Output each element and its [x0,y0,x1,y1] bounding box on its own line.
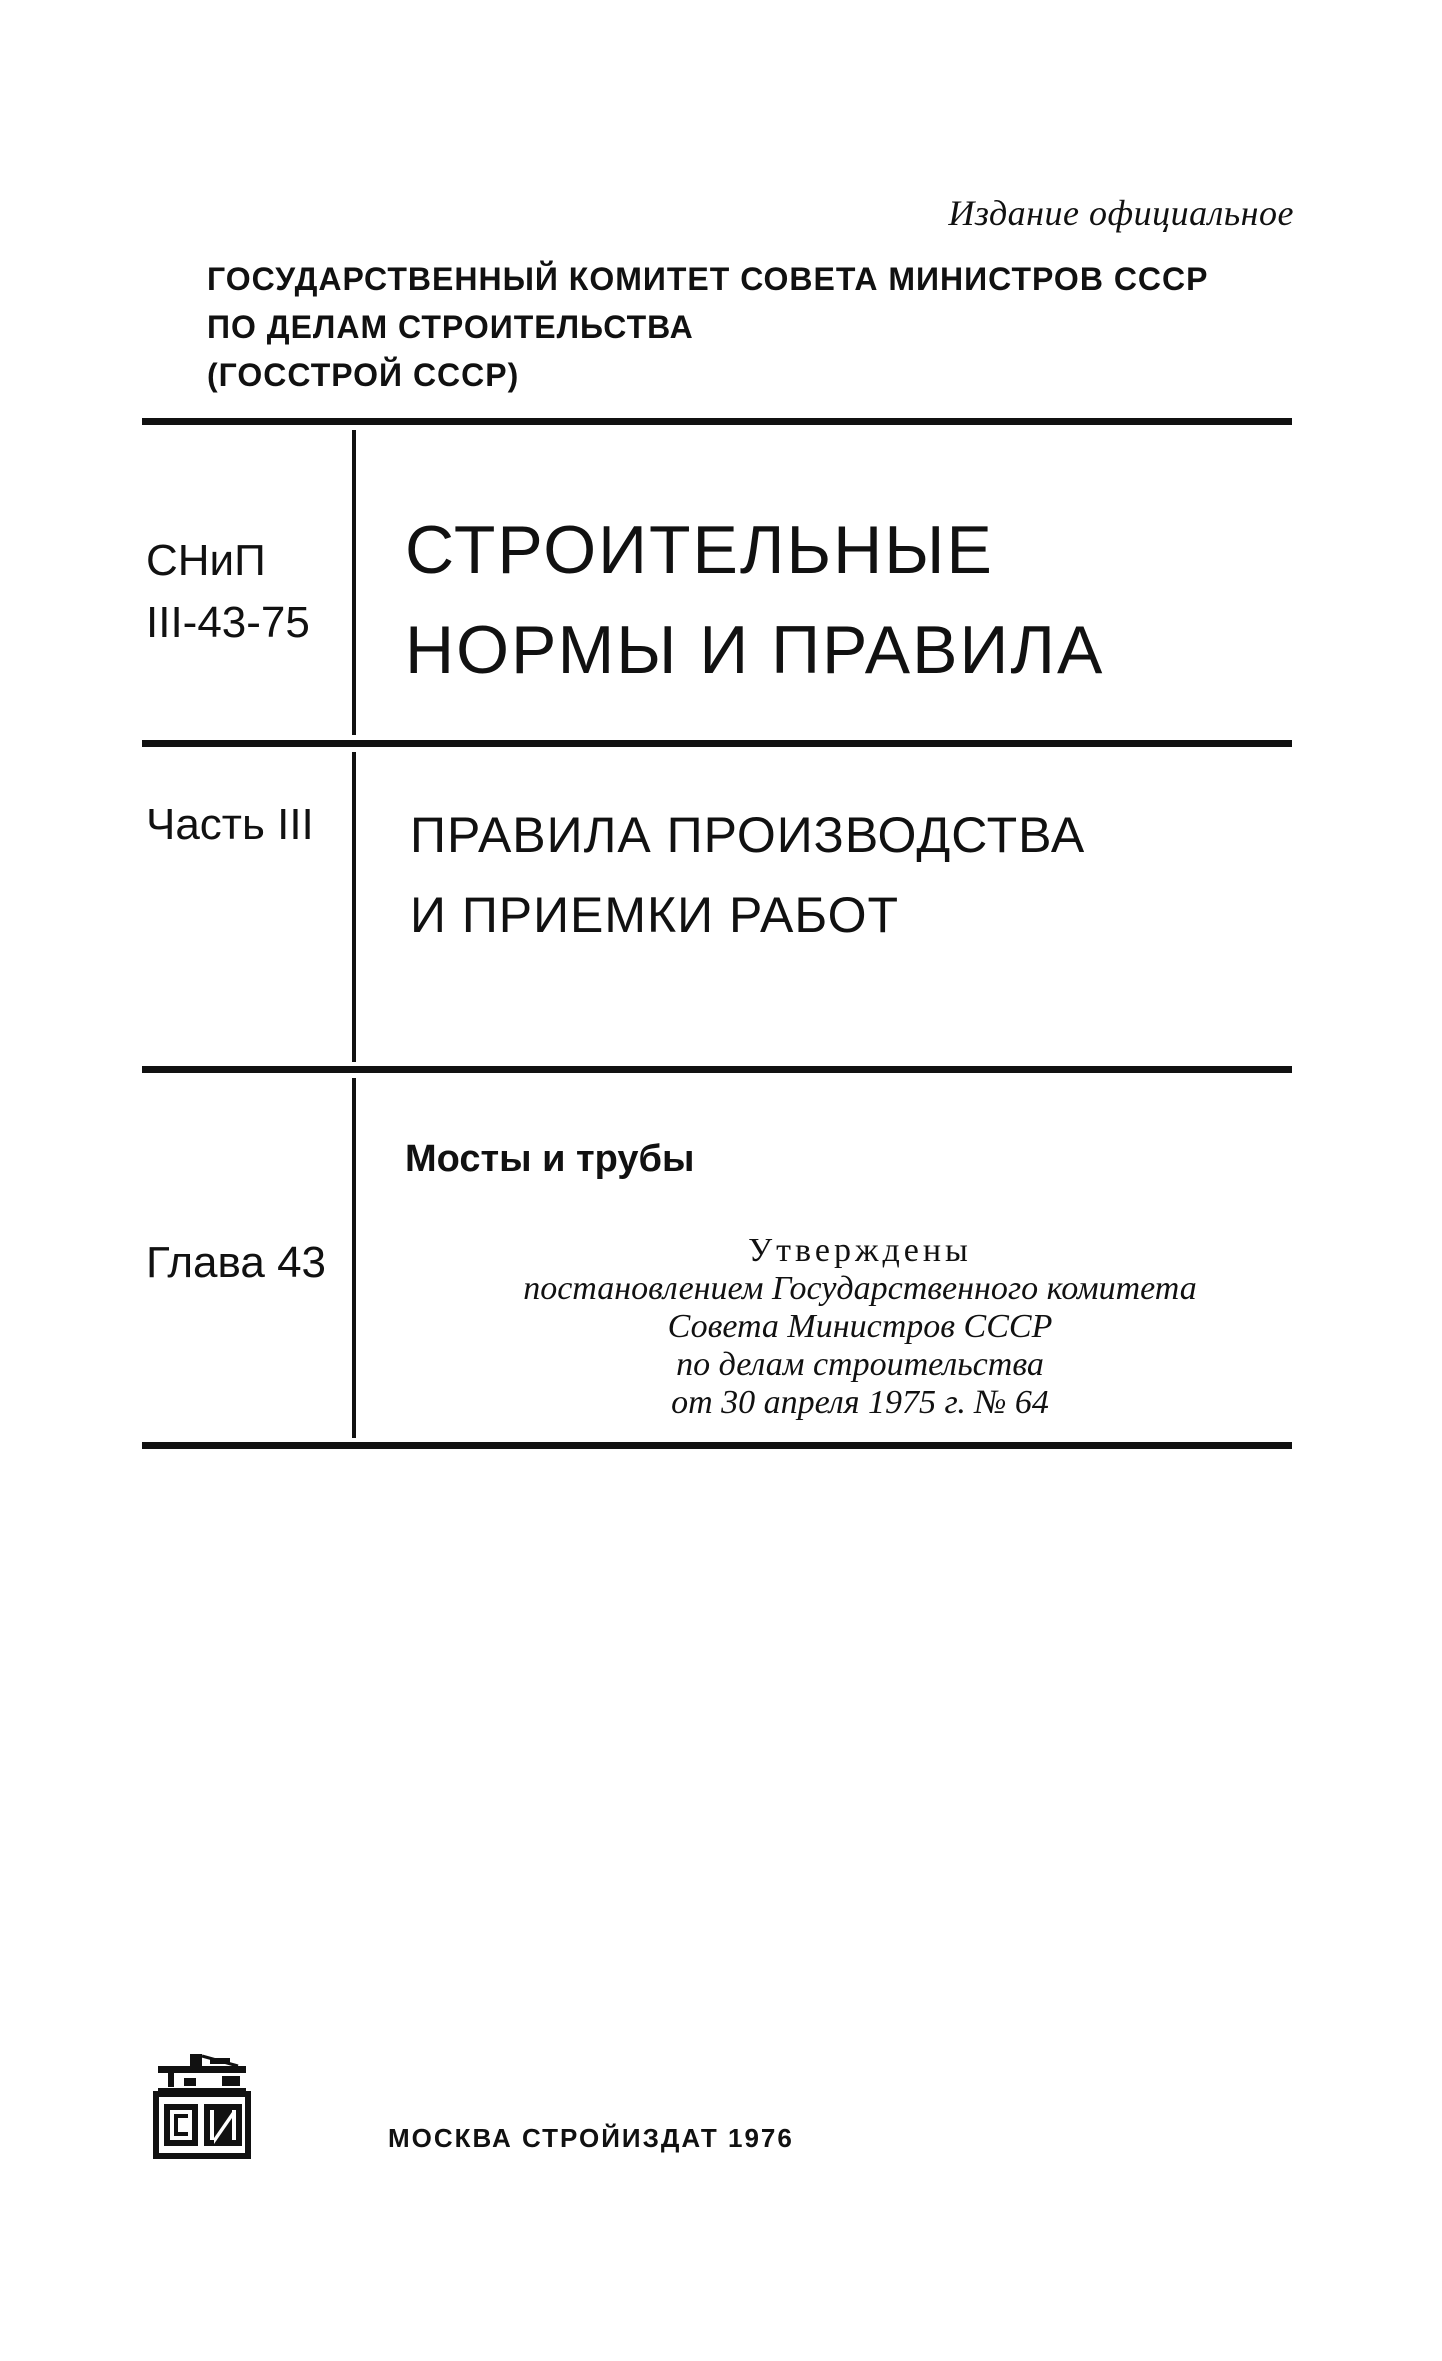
main-title-line: НОРМЫ И ПРАВИЛА [405,612,1105,688]
chapter-topic: Мосты и трубы [405,1138,695,1180]
part-title [410,795,1085,955]
stroyizdat-logo-icon [150,2052,254,2160]
column-divider-block2 [352,752,356,1062]
approval-line: Утверждены [748,1232,972,1269]
document-code-line: СНиП [146,536,266,585]
divider-top [142,418,1292,425]
divider-block1 [142,740,1292,747]
divider-block2 [142,1066,1292,1073]
divider-bottom [142,1442,1292,1449]
committee-line: (ГОССТРОЙ СССР) [207,357,520,393]
part-title-line: И ПРИЕМКИ РАБОТ [410,887,900,943]
column-divider-block3 [352,1078,356,1438]
approval-line: по делам строительства [676,1346,1044,1383]
main-title [405,500,1104,700]
approval-line: от 30 апреля 1975 г. № 64 [671,1384,1049,1421]
chapter-label: Глава 43 [146,1238,327,1287]
committee-line: ПО ДЕЛАМ СТРОИТЕЛЬСТВА [207,309,694,345]
column-divider-block1 [352,430,356,735]
approval-line: постановлением Государственного комитета [523,1270,1197,1307]
approval-line: Совета Министров СССР [667,1308,1053,1345]
committee-line: ГОСУДАРСТВЕННЫЙ КОМИТЕТ СОВЕТА МИНИСТРОВ СССР [207,261,1209,297]
part-label: Часть III [146,800,314,849]
edition-label: Издание официальное [948,193,1294,233]
document-code-line: III-43-75 [146,598,310,647]
approval-statement [420,1232,1300,1422]
committee-name [207,255,1208,399]
main-title-line: СТРОИТЕЛЬНЫЕ [405,512,994,588]
document-code [146,530,310,654]
part-title-line: ПРАВИЛА ПРОИЗВОДСТВА [410,807,1086,863]
publisher-imprint: МОСКВА СТРОЙИЗДАТ 1976 [388,2123,794,2153]
